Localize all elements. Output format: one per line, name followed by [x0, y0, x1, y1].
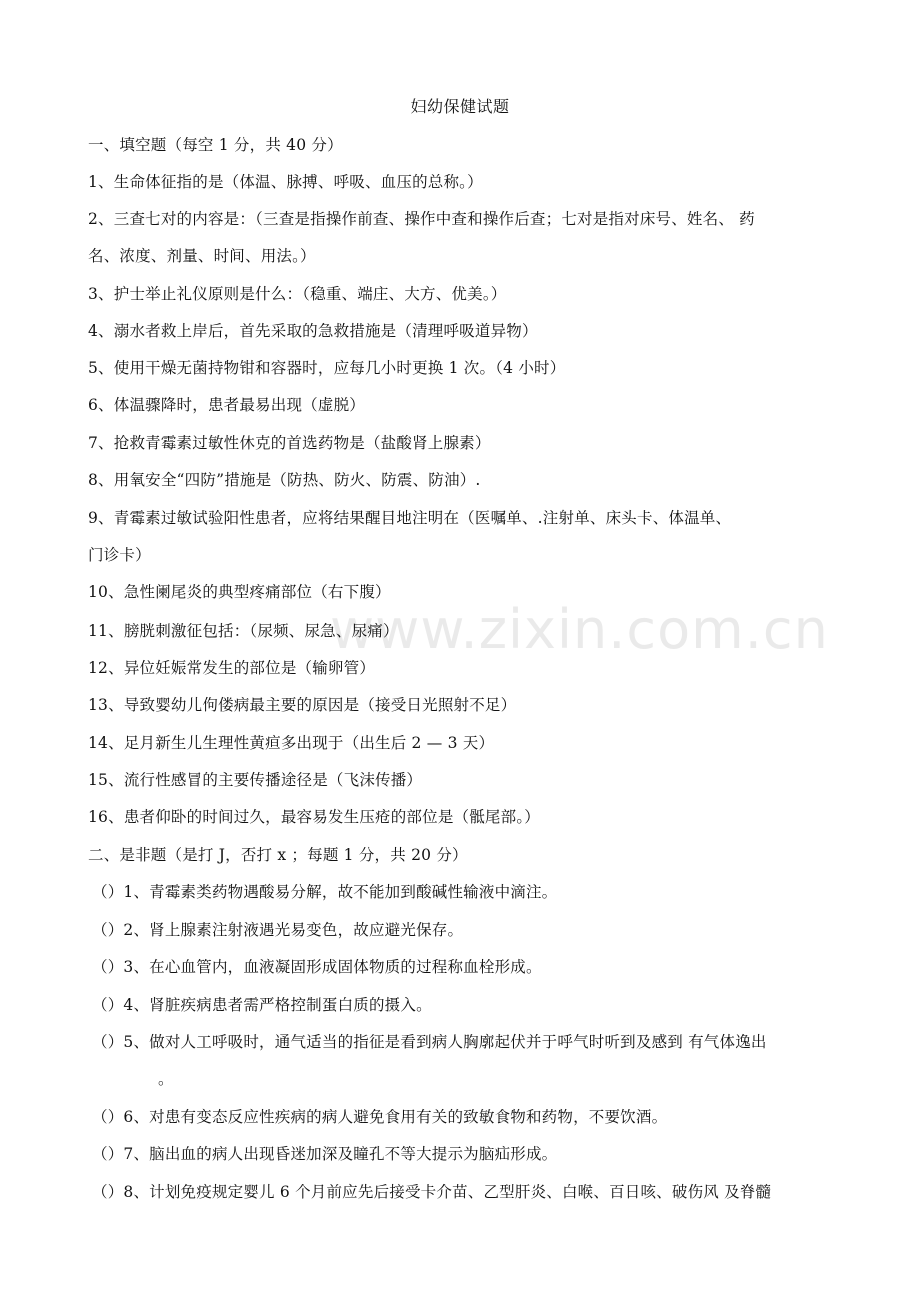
fill-question-2-continuation: 名、浓度、剂量、时间、用法。） — [88, 247, 316, 265]
judge-question-6: （）6、对患有变态反应性疾病的病人避免食用有关的致敏食物和药物，不要饮酒。 — [92, 1108, 668, 1126]
judge-question-2: （）2、肾上腺素注射液遇光易变色，故应避光保存。 — [92, 921, 464, 939]
section-2-heading: 二、是非题（是打 J，否打 x ；每题 1 分，共 20 分） — [88, 846, 468, 864]
judge-question-8: （）8、计划免疫规定婴儿 6 个月前应先后接受卡介苗、乙型肝炎、白喉、百日咳、破伤风 及脊髓 — [92, 1183, 772, 1201]
section-1-heading: 一、填空题（每空 1 分，共 40 分） — [88, 136, 343, 154]
judge-question-7: （）7、脑出血的病人出现昏迷加深及瞳孔不等大提示为脑疝形成。 — [92, 1145, 558, 1163]
judge-question-3: （）3、在心血管内，血液凝固形成固体物质的过程称血栓形成。 — [92, 958, 542, 976]
watermark: www.zixin.com.cn — [330, 598, 829, 661]
fill-question-4: 4、溺水者救上岸后，首先采取的急救措施是（清理呼吸道异物） — [88, 322, 538, 340]
fill-question-16: 16、患者仰卧的时间过久，最容易发生压疮的部位是（骶尾部。） — [88, 808, 540, 826]
document-title: 妇幼保健试题 — [410, 97, 510, 116]
fill-question-6: 6、体温骤降时，患者最易出现（虚脱） — [88, 396, 365, 414]
judge-question-5-continuation: 。 — [158, 1070, 174, 1088]
fill-question-7: 7、抢救青霉素过敏性休克的首选药物是（盐酸肾上腺素） — [88, 434, 491, 452]
fill-question-9-continuation: 门诊卡） — [88, 546, 151, 564]
judge-question-5: （）5、做对人工呼吸时，通气适当的指征是看到病人胸廓起伏并于呼气时听到及感到 有气体逸出 — [92, 1033, 767, 1051]
fill-question-12: 12、异位妊娠常发生的部位是（输卵管） — [88, 659, 376, 677]
judge-question-1: （）1、青霉素类药物遇酸易分解，故不能加到酸碱性输液中滴注。 — [92, 883, 558, 901]
fill-question-13: 13、导致婴幼儿佝偻病最主要的原因是（接受日光照射不足） — [88, 696, 517, 714]
fill-question-1: 1、生命体征指的是（体温、脉搏、呼吸、血压的总称。） — [88, 173, 483, 191]
fill-question-5: 5、使用干燥无菌持物钳和容器时，应每几小时更换 1 次。（4 小时） — [88, 359, 566, 377]
fill-question-10: 10、急性阑尾炎的典型疼痛部位（右下腹） — [88, 583, 391, 601]
fill-question-15: 15、流行性感冒的主要传播途径是（飞沫传播） — [88, 771, 423, 789]
fill-question-11: 11、膀胱刺激征包括：（尿频、尿急、尿痛） — [88, 622, 399, 640]
fill-question-8: 8、用氧安全“四防”措施是（防热、防火、防震、防油）. — [88, 471, 481, 489]
fill-question-3: 3、护士举止礼仪原则是什么：（稳重、端庄、大方、优美。） — [88, 285, 507, 303]
fill-question-2: 2、三查七对的内容是：（三查是指操作前查、操作中查和操作后查；七对是指对床号、姓名、 药 — [88, 210, 755, 228]
judge-question-4: （）4、肾脏疾病患者需严格控制蛋白质的摄入。 — [92, 996, 432, 1014]
fill-question-9: 9、青霉素过敏试验阳性患者，应将结果醒目地注明在（医嘱单、.注射单、床头卡、体温单、 — [88, 509, 732, 527]
fill-question-14: 14、足月新生儿生理性黄疸多出现于（出生后 2 — 3 天） — [88, 734, 495, 752]
